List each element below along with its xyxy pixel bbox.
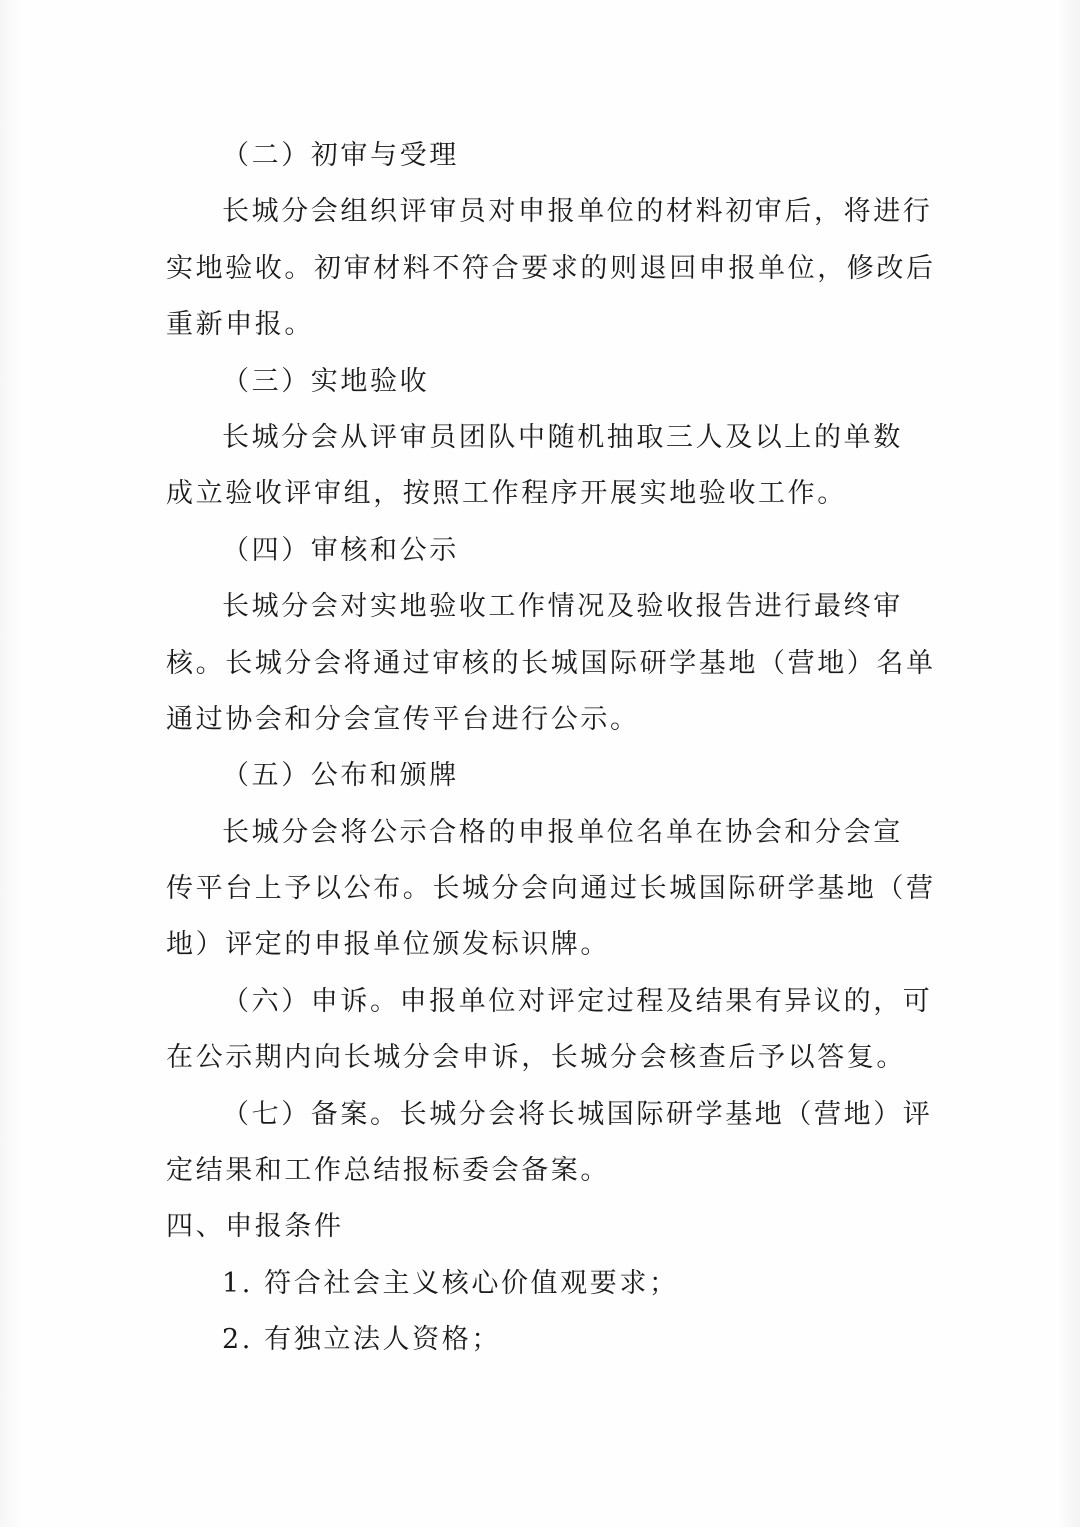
text-line: 核。长城分会将通过审核的长城国际研学基地（营地）名单 xyxy=(166,647,936,679)
text-line: （二）初审与受理 xyxy=(222,140,459,171)
text-line: 1. 符合社会主义核心价值观要求； xyxy=(222,1267,679,1299)
text-line: （三）实地验收 xyxy=(222,365,430,397)
text-line: 实地验收。初审材料不符合要求的则退回申报单位，修改后 xyxy=(166,252,936,284)
text-line: 成立验收评审组，按照工作程序开展实地验收工作。 xyxy=(166,478,847,510)
text-line: 长城分会将公示合格的申报单位名单在协会和分会宣 xyxy=(222,816,903,848)
text-line: 传平台上予以公布。长城分会向通过长城国际研学基地（营 xyxy=(166,873,936,905)
text-line: （六）申诉。申报单位对评定过程及结果有异议的，可 xyxy=(222,985,933,1017)
text-line: 在公示期内向长城分会申诉，长城分会核查后予以答复。 xyxy=(166,1042,906,1074)
text-line: （七）备案。长城分会将长城国际研学基地（营地）评 xyxy=(222,1098,933,1130)
text-line: 长城分会组织评审员对申报单位的材料初审后，将进行 xyxy=(222,196,933,228)
text-line: （四）审核和公示 xyxy=(222,534,459,566)
text-line: 2. 有独立法人资格； xyxy=(222,1324,501,1356)
text-line: 定结果和工作总结报标委会备案。 xyxy=(166,1155,610,1187)
text-line: 通过协会和分会宣传平台进行公示。 xyxy=(166,703,640,735)
text-line: 长城分会从评审员团队中随机抽取三人及以上的单数 xyxy=(222,421,903,453)
document-body xyxy=(166,128,936,1369)
text-line: 地）评定的申报单位颁发标识牌。 xyxy=(166,929,610,961)
text-line: （五）公布和颁牌 xyxy=(222,760,459,792)
text-line: 长城分会对实地验收工作情况及验收报告进行最终审 xyxy=(222,591,903,623)
text-line: 重新申报。 xyxy=(166,309,314,341)
text-line: 四、申报条件 xyxy=(166,1211,344,1243)
